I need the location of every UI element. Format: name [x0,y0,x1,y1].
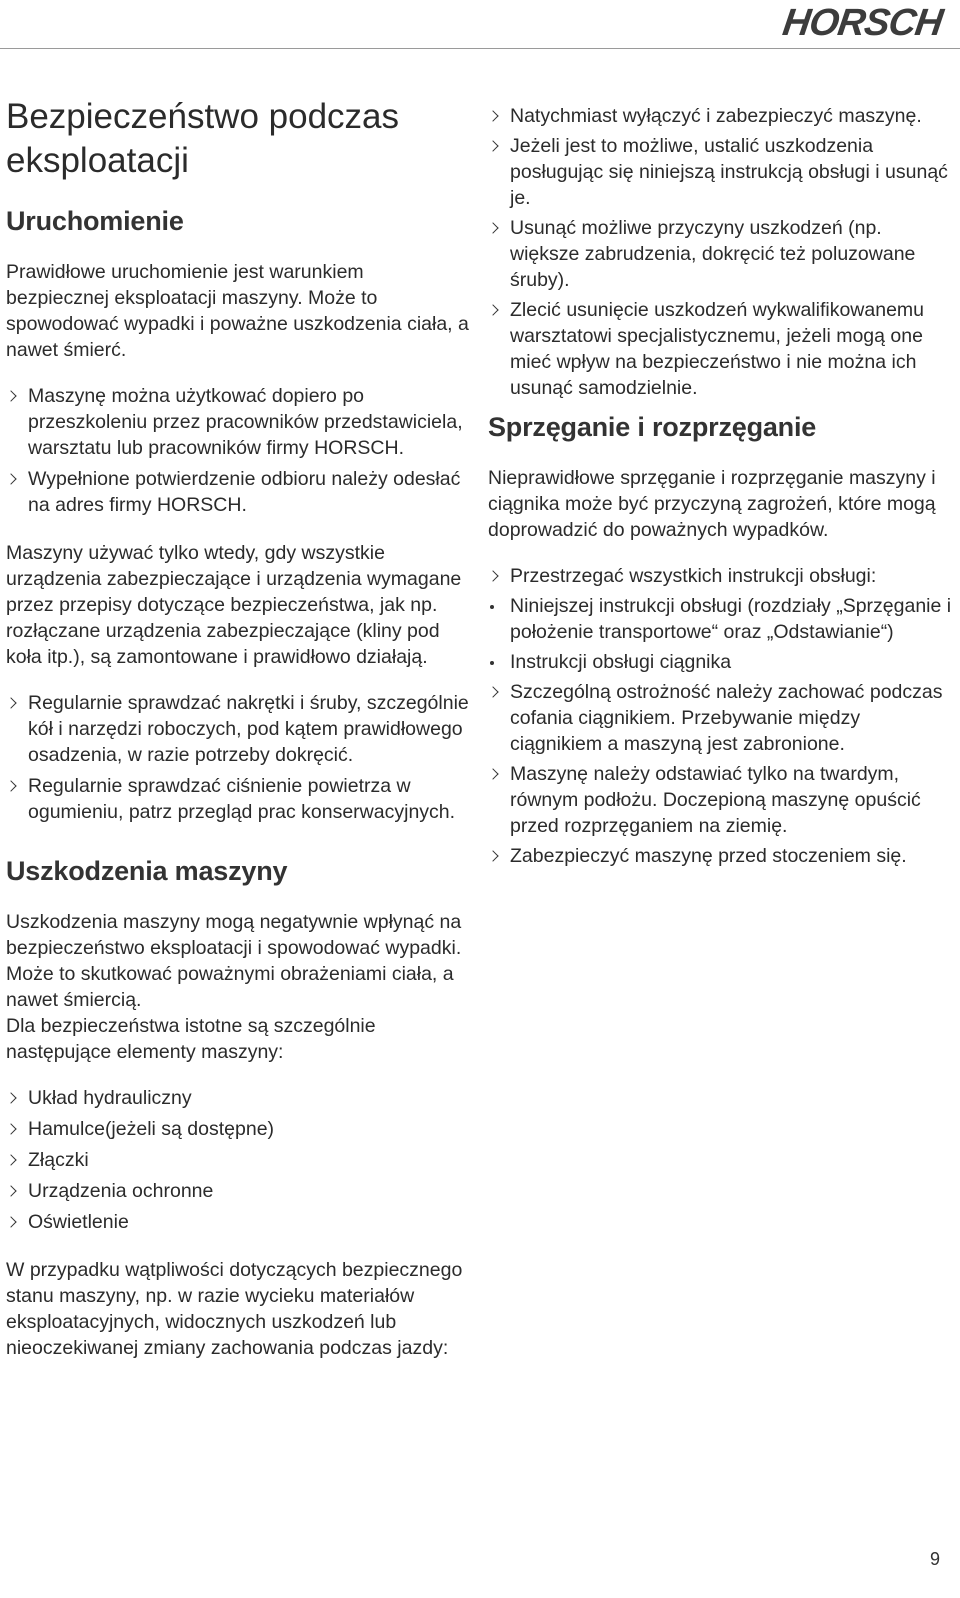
damage-actions-list [488,103,956,401]
list-item: Zabezpieczyć maszynę przed stoczeniem się. [488,843,956,869]
damage-para-2: W przypadku wątpliwości dotyczących bezpiecznego stanu maszyny, np. w razie wycieku materiałów eksploatacyjnych, widocznych uszkodzeń lub nieoczekiwanej zmiany zachowania podczas jazdy: [6,1259,463,1359]
damage-para-1b: Dla bezpieczeństwa istotne są szczególnie następujące elementy maszyny: [6,1015,376,1063]
startup-intro: Prawidłowe uruchomienie jest warunkiem bezpiecznej eksploatacji maszyny. Może to spowodować wypadki i poważne uszkodzenia ciała, a nawet śmierć. [6,261,469,361]
coupling-list [488,563,956,869]
page-number: 9 [929,1549,940,1569]
list-item: Hamulce(jeżeli są dostępne) [6,1116,470,1142]
list-item: Przestrzegać wszystkich instrukcji obsługi: [488,563,956,589]
startup-list-2 [6,690,470,825]
list-item: Niniejszej instrukcji obsługi (rozdziały „Sprzęganie i położenie transportowe“ oraz „Odstawianie“) [488,593,956,645]
horsch-logo: HORSCH [780,2,946,44]
list-item: Maszynę należy odstawiać tylko na twardym, równym podłożu. Doczepioną maszynę opuścić przed rozprzęganiem na ziemię. [488,761,956,839]
coupling-para: Nieprawidłowe sprzęganie i rozprzęganie maszyny i ciągnika może być przyczyną zagrożeń, które mogą doprowadzić do poważnych wypadków. [488,467,936,541]
section-heading-damage: Uszkodzenia maszyny [6,856,288,886]
list-item: Instrukcji obsługi ciągnika [488,649,956,675]
list-item: Jeżeli jest to możliwe, ustalić uszkodzenia posługując się niniejszą instrukcją obsługi i usunąć je. [488,133,956,211]
list-item: Układ hydrauliczny [6,1085,470,1111]
header-divider [0,48,960,49]
list-item: Złączki [6,1147,470,1173]
section-heading-coupling: Sprzęganie i rozprzęganie [488,412,817,442]
left-column [6,95,470,1381]
list-item: Usunąć możliwe przyczyny uszkodzeń (np. większe zabrudzenia, dokręcić też poluzowane śruby). [488,215,956,293]
startup-para-2: Maszyny używać tylko wtedy, gdy wszystkie urządzenia zabezpieczające i urządzenia wymagane przez przepisy dotyczące bezpieczeństwa, jak np. rozłączane urządzenia zabezpieczające (kliny pod koła itp.), są zamontowane i prawidłowo działają. [6,542,462,668]
list-item: Urządzenia ochronne [6,1178,470,1204]
page-title: Bezpieczeństwo podczas eksploatacji [6,97,399,180]
list-item: Oświetlenie [6,1209,470,1235]
list-item: Zlecić usunięcie uszkodzeń wykwalifikowanemu warsztatowi specjalistycznemu, jeżeli mogą one mieć wpływ na bezpieczeństwo i nie można ich usunąć samodzielnie. [488,297,956,401]
damage-para-1: Uszkodzenia maszyny mogą negatywnie wpłynąć na bezpieczeństwo eksploatacji i spowodować wypadki. Może to skutkować poważnymi obrażeniami ciała, a nawet śmiercią. [6,911,462,1011]
right-column [488,103,956,891]
list-item: Szczególną ostrożność należy zachować podczas cofania ciągnikiem. Przebywanie między ciągnikiem a maszyną jest zabronione. [488,679,956,757]
damage-elements-list [6,1085,470,1235]
section-heading-startup: Uruchomienie [6,206,184,236]
list-item: Regularnie sprawdzać ciśnienie powietrza w ogumieniu, patrz przegląd prac konserwacyjnych. [6,773,470,825]
startup-list-1 [6,383,470,518]
list-item: Natychmiast wyłączyć i zabezpieczyć maszynę. [488,103,956,129]
list-item: Wypełnione potwierdzenie odbioru należy odesłać na adres firmy HORSCH. [6,466,470,518]
list-item: Regularnie sprawdzać nakrętki i śruby, szczególnie kół i narzędzi roboczych, pod kątem prawidłowego osadzenia, w razie potrzeby dokręcić. [6,690,470,768]
list-item: Maszynę można użytkować dopiero po przeszkoleniu przez pracowników przedstawiciela, warsztatu lub pracowników firmy HORSCH. [6,383,470,461]
